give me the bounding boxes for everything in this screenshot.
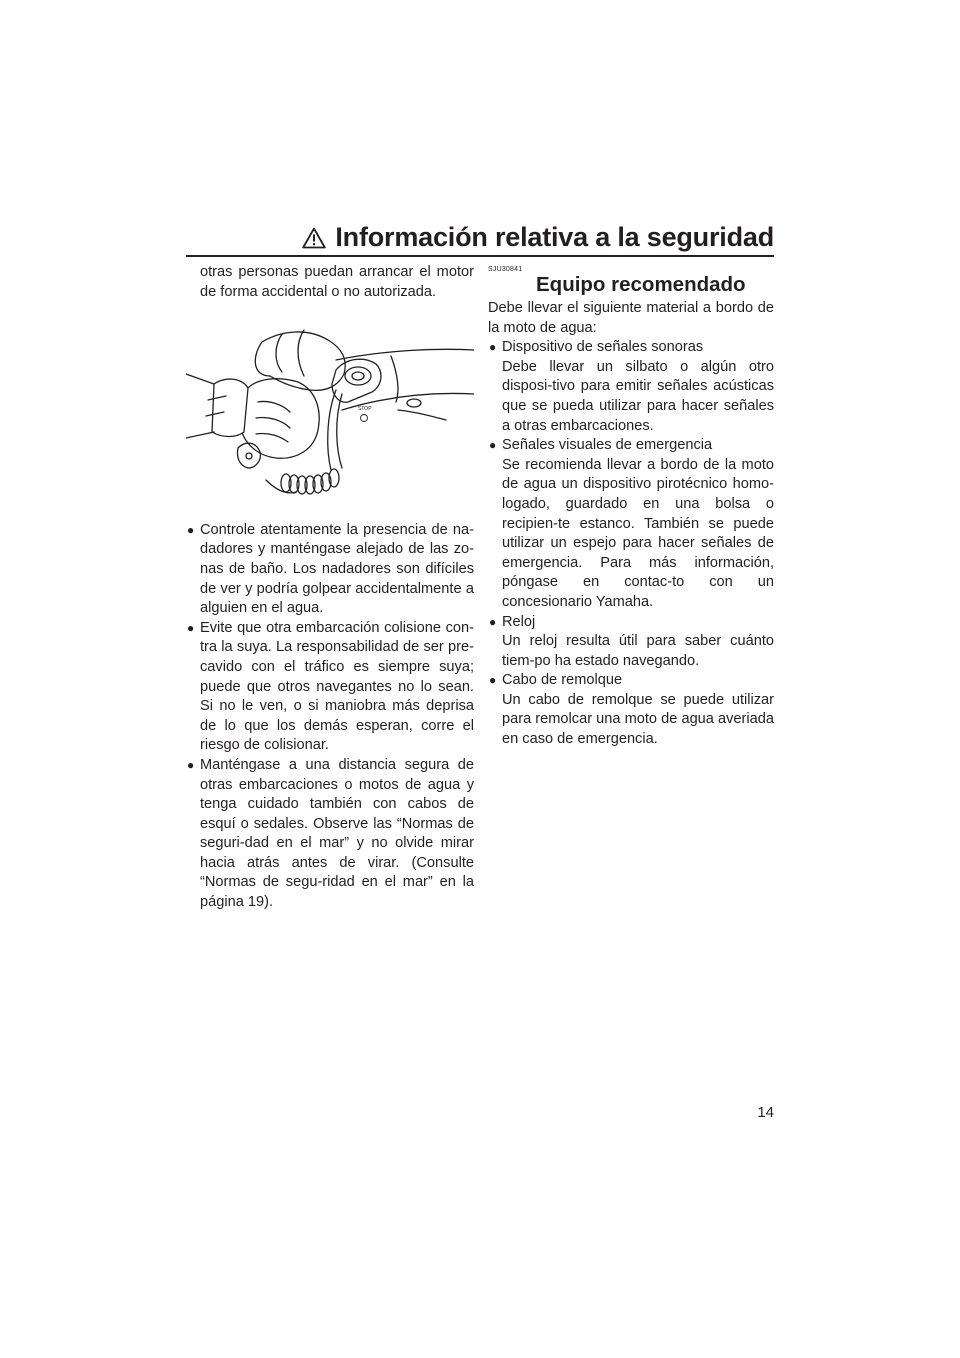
list-item-text: Manténgase a una distancia segura de otras embarcaciones o motos de agua y tenga cuidado también con cabos de esquí o sedales. Observe las “Normas de seguri-dad en el mar” y no olvide mirar hacia atrás antes de virar. (Consulte “Normas de segu-ridad en el mar” en la página 19). <box>200 756 474 911</box>
list-item-text: Evite que otra embarcación colisione con-tra la suya. La responsabilidad de ser pre-cavido con el tráfico es siempre suya; puede que otros navegantes no lo sean. Si no le ven, o si maniobra más deprisa de lo que los demás esperan, corre el riesgo de colisionar. <box>200 619 474 754</box>
page-title-text: Información relativa a la seguridad <box>335 222 774 252</box>
bullet-icon: ● <box>489 340 497 355</box>
list-item-text: Se recomienda llevar a bordo de la moto de agua un dispositivo pirotécnico homo-logado, guardado en una bolsa o recipien-te estanco. También se puede utilizar un espejo para hacer señales de emergencia. Para más información, póngase en contac-to con un concesionario Yamaha. <box>502 456 774 610</box>
header-rule <box>186 255 774 257</box>
engine-shutoff-cord-illustration <box>186 320 474 500</box>
bullet-icon: ● <box>489 438 497 453</box>
page-header <box>186 224 774 256</box>
right-column <box>488 263 774 750</box>
list-item <box>488 671 774 749</box>
list-item-text: Controle atentamente la presencia de na-dadores y manténgase alejado de las zo-nas de baño. Los nadadores son difíciles de ver y podría golpear accidentalmente a alguien en el agua. <box>200 521 474 617</box>
list-item <box>488 338 774 436</box>
list-item-title: Reloj <box>502 613 536 630</box>
page-number: 14 <box>757 1104 774 1121</box>
bullet-icon: ● <box>187 757 195 772</box>
bullet-icon: ● <box>187 522 195 537</box>
left-column <box>186 263 474 913</box>
bullet-icon: ● <box>489 673 497 688</box>
warning-triangle-icon <box>302 227 326 249</box>
section-title: Equipo recomendado <box>536 273 746 296</box>
section-intro: Debe llevar el siguiente material a bordo de la moto de agua: <box>488 300 774 336</box>
list-item <box>186 521 474 619</box>
list-item <box>488 436 774 612</box>
list-item-title: Señales visuales de emergencia <box>502 437 713 454</box>
list-item-text: Debe llevar un silbato o algún otro disposi-tivo para emitir señales acústicas que se pueda utilizar para hacer señales a otras embarcaciones. <box>502 358 774 434</box>
stop-label: STOP <box>358 406 372 413</box>
bullet-icon: ● <box>187 620 195 635</box>
list-item-title: Cabo de remolque <box>502 672 623 689</box>
list-item <box>186 756 474 913</box>
list-item-text: Un reloj resulta útil para saber cuánto tiem-po ha estado navegando. <box>502 633 774 669</box>
continued-paragraph: otras personas puedan arrancar el motor de forma accidental o no autorizada. <box>200 264 474 300</box>
list-item <box>488 613 774 672</box>
page-title <box>302 222 774 253</box>
list-item-title: Dispositivo de señales sonoras <box>502 339 704 356</box>
list-item <box>186 619 474 756</box>
bullet-icon: ● <box>489 614 497 629</box>
section-code: SJU30841 <box>488 266 523 273</box>
list-item-text: Un cabo de remolque se puede utilizar para remolcar una moto de agua averiada en caso de emergencia. <box>502 691 774 748</box>
